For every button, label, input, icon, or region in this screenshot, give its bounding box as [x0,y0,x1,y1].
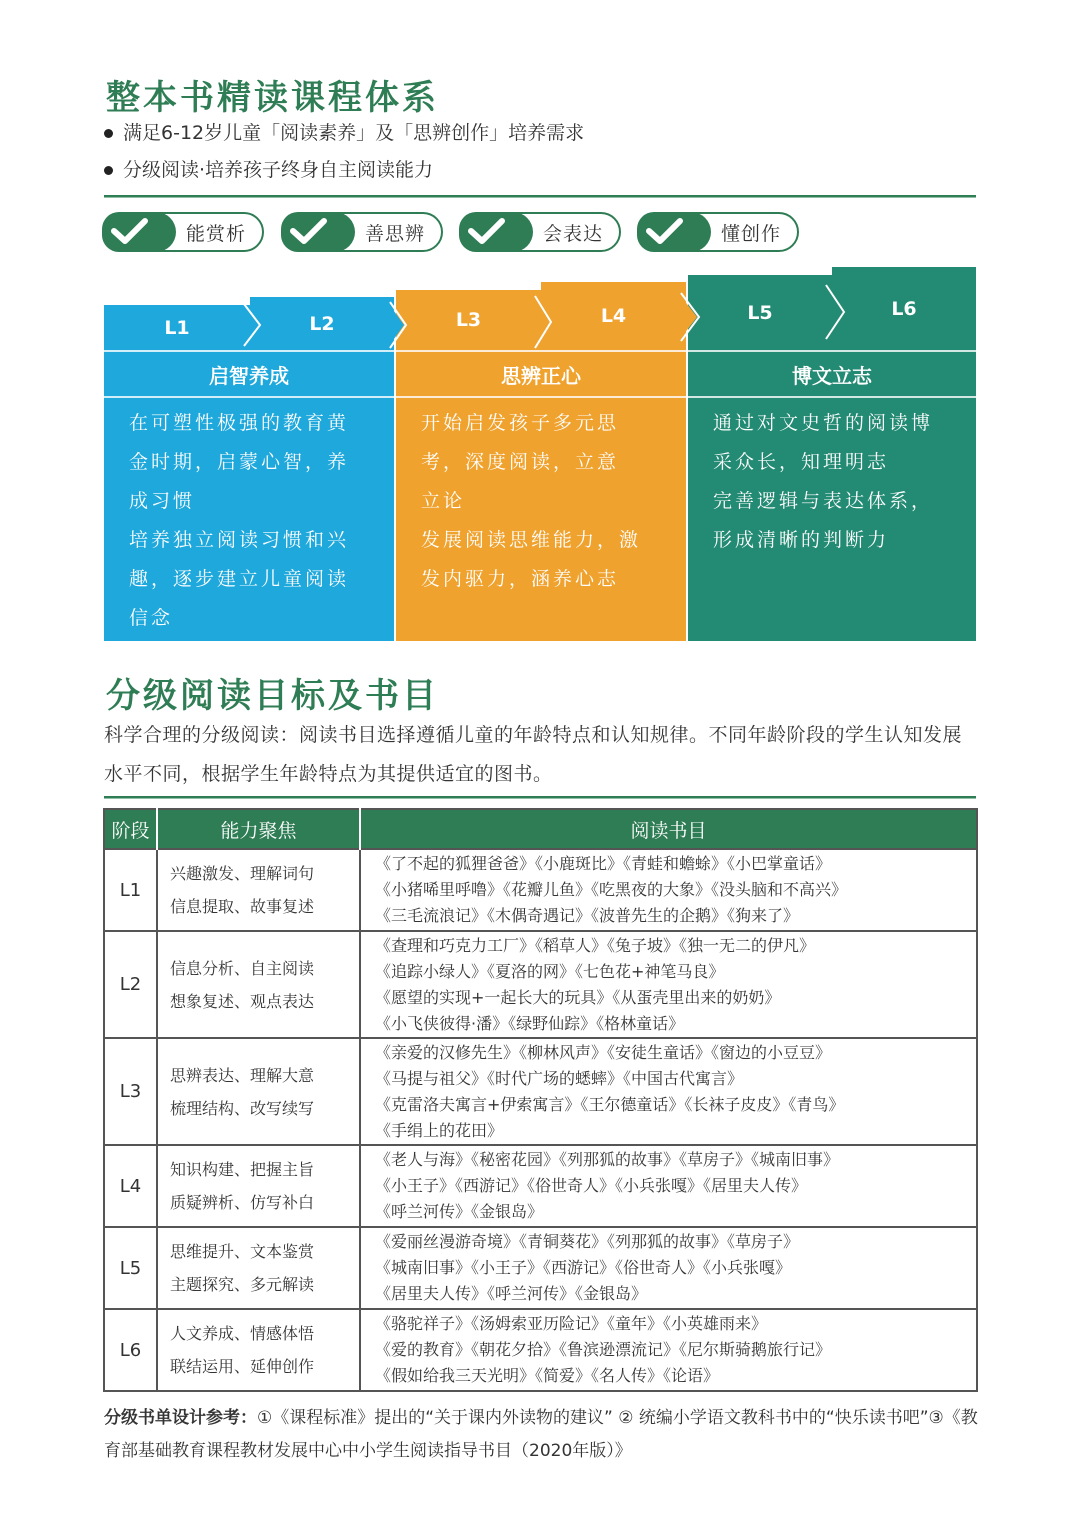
column-header: 阶段 [104,809,157,849]
section-intro: 科学合理的分级阅读：阅读书目选择遵循儿童的年龄特点和认知规律。不同年龄阶段的学生认知发展水平不同，根据学生年龄特点为其提供适宜的图书。 [104,724,963,785]
abilities-cell: 思维提升、文本鉴赏 主题探究、多元解读 [157,1227,360,1309]
level-l3: L3 [396,290,541,350]
check-icon [459,212,533,252]
bullet-dot-icon [104,166,113,175]
level-cell: L1 [104,849,157,931]
chevron-right-icon [240,300,264,350]
divider [104,195,976,198]
section-title: 分级阅读目标及书目 [106,676,439,716]
table-row [104,931,977,1038]
level-cell: L6 [104,1309,157,1391]
capability-pill [459,212,621,252]
stage-description: 开始启发孩子多元思 考，深度阅读，立意 立论 发展阅读思维能力，激 发内驱力，涵养心志 [396,398,686,641]
level-l5: L5 [688,275,832,350]
stage-description: 通过对文史哲的阅读博 采众长，知理明志 完善逻辑与表达体系， 形成清晰的判断力 [688,398,976,641]
table-row [104,1309,977,1391]
capability-pill [637,212,799,252]
stage-title: 思辨正心 [396,350,686,398]
chevron-right-icon [386,290,410,350]
level-cell: L2 [104,931,157,1038]
column-header: 能力聚焦 [157,809,360,849]
level-l4: L4 [541,282,686,350]
capability-label: 懂创作 [720,222,781,245]
books-cell: 《骆驼祥子》《汤姆索亚历险记》《童年》《小英雄雨来》 《爱的教育》《朝花夕拾》《鲁滨逊漂流记》《尼尔斯骑鹅旅行记》 《假如给我三天光明》《简爱》《名人传》《论语》 [360,1309,977,1391]
books-cell: 《亲爱的汉修先生》《柳林风声》《安徒生童话》《窗边的小豆豆》 《马提与祖父》《时代广场的蟋蟀》《中国古代寓言》 《克雷洛夫寓言+伊索寓言》《王尔德童话》《长袜子皮皮》《青鸟》 《手绢上的花田》 [360,1038,977,1145]
abilities-cell: 信息分析、自主阅读 想象复述、观点表达 [157,931,360,1038]
level-cell: L3 [104,1038,157,1145]
table-row [104,1227,977,1309]
check-icon [102,212,176,252]
abilities-cell: 兴趣激发、理解词句 信息提取、故事复述 [157,849,360,931]
capability-label: 能赏析 [185,222,246,245]
footnote [104,1402,984,1468]
abilities-cell: 知识构建、把握主旨 质疑辨析、仿写补白 [157,1145,360,1227]
table-row [104,849,977,931]
level-cell: L5 [104,1227,157,1309]
column-header: 阅读书目 [360,809,977,849]
chevron-right-icon [822,267,848,350]
check-icon [281,212,355,252]
books-cell: 《老人与海》《秘密花园》《列那狐的故事》《草房子》《城南旧事》 《小王子》《西游记》《俗世奇人》《小兵张嘎》《居里夫人传》 《呼兰河传》《金银岛》 [360,1145,977,1227]
table-row [104,1145,977,1227]
level-l2: L2 [250,297,394,350]
level-cell: L4 [104,1145,157,1227]
abilities-cell: 人文养成、情感体悟 联结运用、延伸创作 [157,1309,360,1391]
divider [104,796,976,799]
reading-list-table [103,808,978,1392]
bullet-item: 满足6-12岁儿童「阅读素养」及「思辨创作」培养需求 [104,118,584,145]
table-row [104,1038,977,1145]
level-l1: L1 [104,305,250,350]
check-icon [637,212,711,252]
capability-pill [281,212,443,252]
books-cell: 《了不起的狐狸爸爸》《小鹿斑比》《青蛙和蟾蜍》《小巴掌童话》 《小猪唏里呼噜》《花瓣儿鱼》《吃黑夜的大象》《没头脑和不高兴》 《三毛流浪记》《木偶奇遇记》《波普先生的企鹅》《狗来了》 [360,849,977,931]
footnote-label: 分级书单设计参考： [104,1408,257,1428]
table-header-row [104,809,977,849]
stage-title: 启智养成 [104,350,394,398]
books-cell: 《查理和巧克力工厂》《稻草人》《兔子坡》《独一无二的伊凡》 《追踪小绿人》《夏洛的网》《七色花+神笔马良》 《愿望的实现+一起长大的玩具》《从蛋壳里出来的奶奶》 《小飞侠彼得·潘》《绿野仙踪》《格林童话》 [360,931,977,1038]
capability-pill [102,212,264,252]
chevron-right-icon [677,275,703,350]
stage-description: 在可塑性极强的教育黄 金时期，启蒙心智，养 成习惯 培养独立阅读习惯和兴 趣，逐步建立儿童阅读 信念 [104,398,394,641]
page-title: 整本书精读课程体系 [106,78,439,118]
stage-title: 博文立志 [688,350,976,398]
bullet-dot-icon [104,129,113,138]
level-l6: L6 [832,267,976,350]
capability-label: 善思辨 [364,222,425,245]
chevron-right-icon [531,282,555,350]
bullet-item: 分级阅读·培养孩子终身自主阅读能力 [104,155,433,182]
capability-label: 会表达 [542,222,603,245]
books-cell: 《爱丽丝漫游奇境》《青铜葵花》《列那狐的故事》《草房子》 《城南旧事》《小王子》《西游记》《俗世奇人》《小兵张嘎》 《居里夫人传》《呼兰河传》《金银岛》 [360,1227,977,1309]
abilities-cell: 思辨表达、理解大意 梳理结构、改写续写 [157,1038,360,1145]
footnote-text: ①《课程标准》提出的“关于课内外读物的建议” ② 统编小学语文教科书中的“快乐读书吧”③《教育部基础教育课程教材发展中心中小学生阅读指导书目（2020年版）》 [104,1408,978,1461]
